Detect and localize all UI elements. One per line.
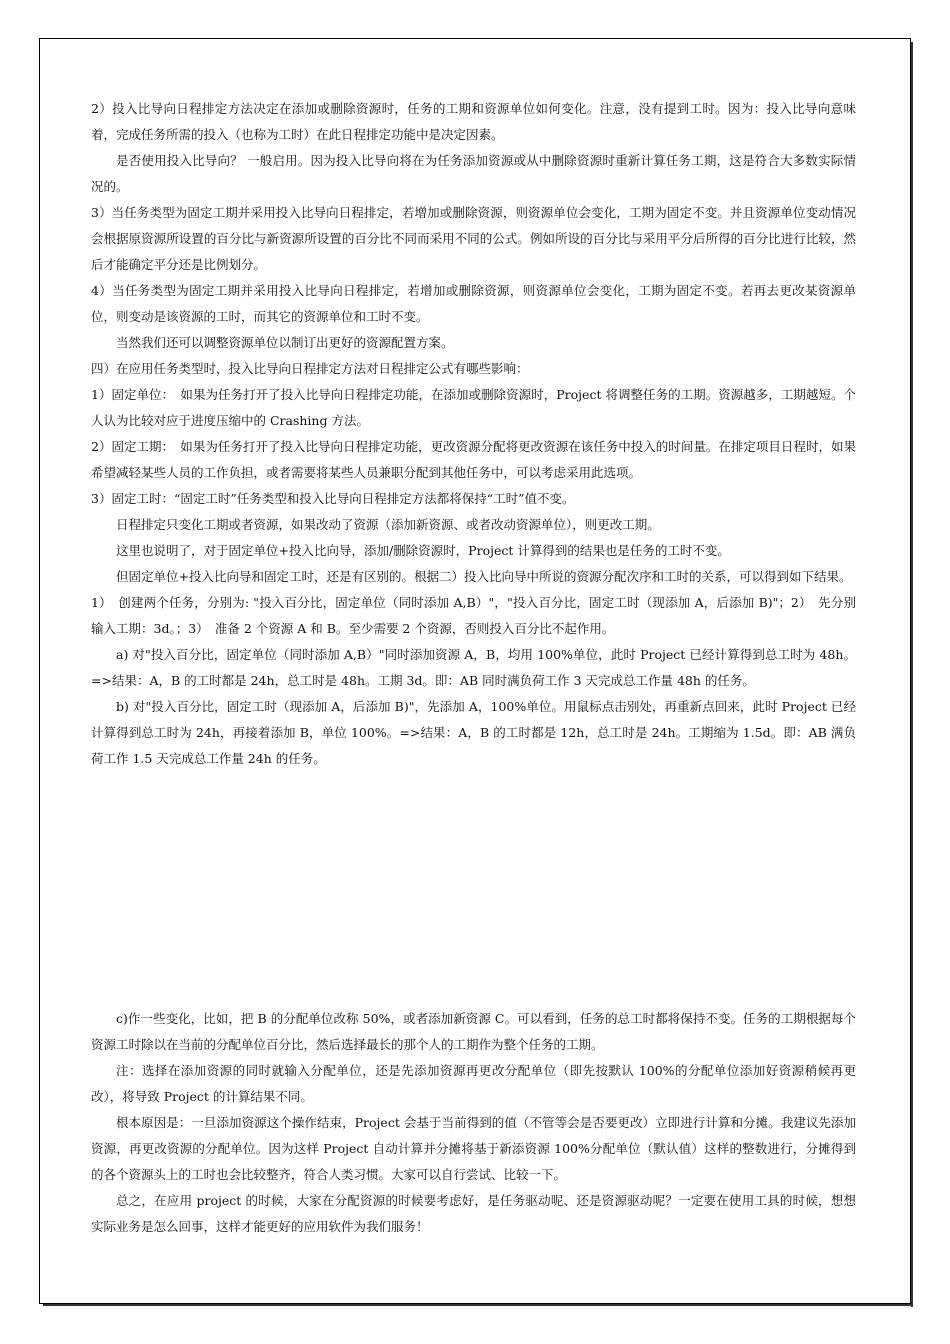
paragraph: 是否使用投入比导向？ 一般启用。因为投入比导向将在为任务添加资源或从中删除资源时重新计算任务工期，这是符合大多数实际情况的。: [91, 153, 856, 194]
paragraph: 2）固定工期： 如果为任务打开了投入比导向日程排定功能，更改资源分配将更改资源在该任务中投入的时间量。在排定项目日程时，如果希望减轻某些人员的工作负担，或者需要将某些人员兼职分配到其他任务中，可以考虑采用此选项。: [91, 439, 856, 480]
paragraph: 注：选择在添加资源的同时就输入分配单位，还是先添加资源再更改分配单位（即先按默认 100%的分配单位添加好资源稍候再更改），将导致 Project 的计算结果不同。: [91, 1063, 856, 1104]
page-frame-shadow-right: [911, 42, 913, 1307]
paragraph: 总之，在应用 project 的时候，大家在分配资源的时候要考虑好，是任务驱动呢、还是资源驱动呢？一定要在使用工具的时候，想想实际业务是怎么回事，这样才能更好的应用软件为我们服务！: [91, 1193, 856, 1234]
paragraph: 2）投入比导向日程排定方法决定在添加或删除资源时，任务的工期和资源单位如何变化。注意，没有提到工时。因为：投入比导向意味着，完成任务所需的投入（也称为工时）在此日程排定功能中是决定因素。: [91, 101, 856, 142]
paragraph: 当然我们还可以调整资源单位以制订出更好的资源配置方案。: [116, 335, 454, 350]
paragraph: 1）固定单位： 如果为任务打开了投入比导向日程排定功能，在添加或删除资源时，Project 将调整任务的工期。资源越多，工期越短。个人认为比较对应于进度压缩中的 Crashing 方法。: [91, 387, 856, 428]
paragraph: 这里也说明了，对于固定单位+投入比向导，添加/删除资源时，Project 计算得到的结果也是任务的工时不变。: [116, 543, 730, 558]
paragraph: 3）固定工时：“固定工时”任务类型和投入比导向日程排定方法都将保持“工时”值不变。: [91, 491, 575, 506]
paragraph: 根本原因是：一旦添加资源这个操作结束，Project 会基于当前得到的值（不管等会是否要更改）立即进行计算和分摊。我建议先添加资源，再更改资源的分配单位。因为这样 Project 自动计算并分摊将基于新添资源 100%分配单位（默认值）这样的整数进行，分摊得到的各个资源头上的工时也会比较整齐，符合人类习惯。大家可以自行尝试、比较一下。: [91, 1115, 856, 1182]
text-block-lower: [91, 1006, 856, 1240]
page-frame-shadow-bottom: [43, 1304, 913, 1306]
paragraph: 4）当任务类型为固定工期并采用投入比导向日程排定，若增加或删除资源，则资源单位会变化，工期为固定不变。若再去更改某资源单位，则变动是该资源的工时，而其它的资源单位和工时不变。: [91, 283, 856, 324]
section-heading: 四）在应用任务类型时，投入比导向日程排定方法对日程排定公式有哪些影响：: [91, 361, 529, 376]
paragraph: c)作一些变化，比如，把 B 的分配单位改称 50%，或者添加新资源 C。可以看到，任务的总工时都将保持不变。任务的工期根据每个资源工时除以在当前的分配单位百分比，然后选择最长的那个人的工期作为整个任务的工期。: [91, 1011, 856, 1052]
paragraph: 但固定单位+投入比向导和固定工时，还是有区别的。根据二）投入比向导中所说的资源分配次序和工时的关系，可以得到如下结果。: [116, 569, 852, 584]
paragraph: 日程排定只变化工期或者资源，如果改动了资源（添加新资源、或者改动资源单位），则更改工期。: [116, 517, 660, 532]
paragraph: a) 对"投入百分比，固定单位（同时添加 A,B）"同时添加资源 A，B，均用 100%单位，此时 Project 已经计算得到总工时为 48h。=>结果：A，B 的工时都是 24h，总工时是 48h。工期 3d。即：AB 同时满负荷工作 3 天完成总工作量 48h 的任务。: [91, 647, 856, 688]
text-block-upper: [91, 96, 856, 772]
paragraph: 3）当任务类型为固定工期并采用投入比导向日程排定，若增加或删除资源，则资源单位会变化，工期为固定不变。并且资源单位变动情况会根据原资源所设置的百分比与新资源所设置的百分比不同而采用不同的公式。例如所设的百分比与采用平分后所得的百分比进行比较，然后才能确定平分还是比例划分。: [91, 205, 856, 272]
paragraph: 1） 创建两个任务，分别为: "投入百分比，固定单位（同时添加 A,B）"，"投入百分比，固定工时（现添加 A，后添加 B)"；2） 先分别输入工期：3d。；3） 准备 2 个资源 A 和 B。至少需要 2 个资源，否则投入百分比不起作用。: [91, 595, 856, 636]
paragraph: b) 对"投入百分比，固定工时（现添加 A，后添加 B)"，先添加 A，100%单位。用鼠标点击别处，再重新点回来，此时 Project 已经计算得到总工时为 24h，再接着添加 B，单位 100%。=>结果：A，B 的工时都是 12h，总工时是 24h。工期缩为 1.5d。即：AB 满负荷工作 1.5 天完成总工作量 24h 的任务。: [91, 699, 856, 766]
